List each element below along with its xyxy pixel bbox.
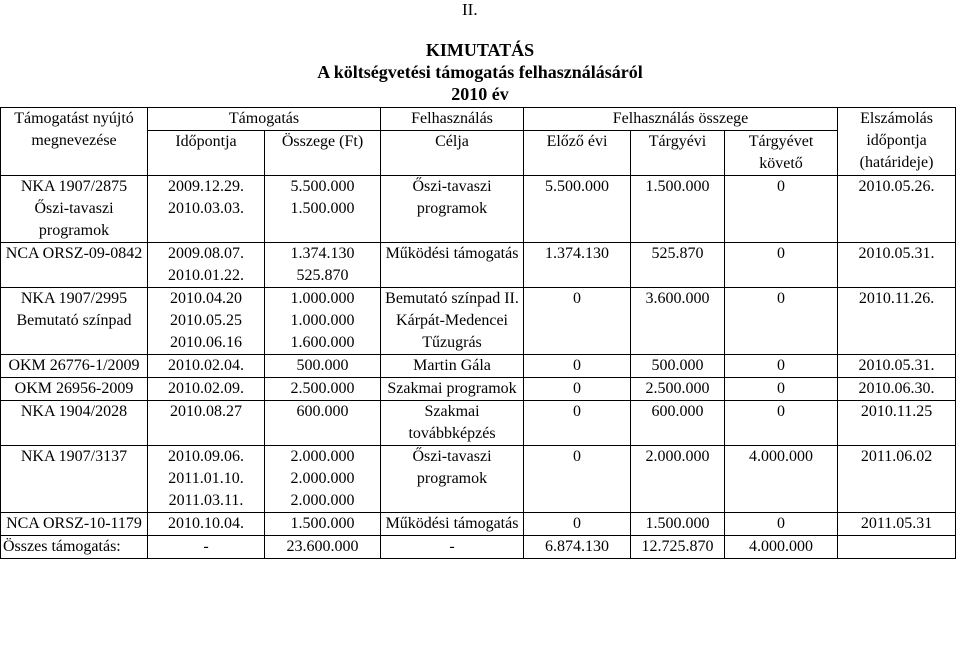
prev-year-cell: 0 [524,446,631,513]
settlement-cell: 2010.11.26. [838,288,956,355]
totals-amount: 23.600.000 [265,536,381,559]
totals-prev-year: 6.874.130 [524,536,631,559]
table-row [1,446,956,513]
prev-year-cell: 0 [524,513,631,536]
document-subtitle: A költségvetési támogatás felhasználásáról [317,62,643,82]
purpose-cell: Működési támogatás [381,513,524,536]
provider-cell: NCA ORSZ-09-0842 [1,243,148,288]
prev-year-cell: 0 [524,288,631,355]
settlement-cell: 2010.05.31. [838,355,956,378]
header-use: Felhasználás [381,108,524,131]
date-cell: 2010.10.04. [148,513,265,536]
amount-cell: 2.500.000 [265,378,381,401]
date-cell: 2009.08.07. 2010.01.22. [148,243,265,288]
page-marker: II. [462,0,478,19]
totals-purpose: - [381,536,524,559]
date-cell: 2009.12.29. 2010.03.03. [148,176,265,243]
provider-cell: NKA 1907/2875 Őszi-tavaszi programok [1,176,148,243]
table-row [1,243,956,288]
header-prev-year: Előző évi [524,131,631,176]
prev-year-cell: 1.374.130 [524,243,631,288]
header-provider: Támogatást nyújtó megnevezése [1,108,148,176]
document-title: KIMUTATÁS [425,40,535,60]
table-row [1,513,956,536]
header-grant: Támogatás [148,108,381,131]
prev-year-cell: 5.500.000 [524,176,631,243]
header-use-total: Felhasználás összege [524,108,838,131]
current-year-cell: 525.870 [631,243,725,288]
amount-cell: 2.000.000 2.000.000 2.000.000 [265,446,381,513]
next-year-cell: 0 [725,243,838,288]
next-year-cell: 0 [725,176,838,243]
amount-cell: 5.500.000 1.500.000 [265,176,381,243]
header-current-year: Tárgyévi [631,131,725,176]
table-row [1,355,956,378]
purpose-cell: Működési támogatás [381,243,524,288]
current-year-cell: 1.500.000 [631,176,725,243]
provider-cell: NCA ORSZ-10-1179 [1,513,148,536]
table-row [1,288,956,355]
prev-year-cell: 0 [524,378,631,401]
next-year-cell: 0 [725,513,838,536]
current-year-cell: 600.000 [631,401,725,446]
header-next-year: Tárgyévet követő [725,131,838,176]
next-year-cell: 0 [725,378,838,401]
purpose-cell: Őszi-tavaszi programok [381,446,524,513]
header-settlement: Elszámolás időpontja (határideje) [838,108,956,176]
purpose-cell: Őszi-tavaszi programok [381,176,524,243]
date-cell: 2010.02.09. [148,378,265,401]
grant-usage-table [0,107,956,559]
settlement-cell: 2010.11.25 [838,401,956,446]
prev-year-cell: 0 [524,401,631,446]
purpose-cell: Szakmai továbbképzés [381,401,524,446]
date-cell: 2010.04.20 2010.05.25 2010.06.16 [148,288,265,355]
provider-cell: NKA 1907/2995 Bemutató színpad [1,288,148,355]
document-year: 2010 év [451,84,509,104]
table-row [1,176,956,243]
date-cell: 2010.08.27 [148,401,265,446]
totals-current-year: 12.725.870 [631,536,725,559]
table-row [1,378,956,401]
provider-cell: NKA 1904/2028 [1,401,148,446]
totals-settlement [838,536,956,559]
amount-cell: 500.000 [265,355,381,378]
totals-next-year: 4.000.000 [725,536,838,559]
amount-cell: 1.374.130 525.870 [265,243,381,288]
totals-row [1,536,956,559]
header-grant-date: Időpontja [148,131,265,176]
amount-cell: 1.500.000 [265,513,381,536]
next-year-cell: 0 [725,401,838,446]
date-cell: 2010.02.04. [148,355,265,378]
current-year-cell: 2.500.000 [631,378,725,401]
settlement-cell: 2010.06.30. [838,378,956,401]
purpose-cell: Martin Gála [381,355,524,378]
date-cell: 2010.09.06. 2011.01.10. 2011.03.11. [148,446,265,513]
settlement-cell: 2011.05.31 [838,513,956,536]
current-year-cell: 2.000.000 [631,446,725,513]
amount-cell: 600.000 [265,401,381,446]
table-row [1,401,956,446]
next-year-cell: 0 [725,355,838,378]
header-grant-amount: Összege (Ft) [265,131,381,176]
next-year-cell: 4.000.000 [725,446,838,513]
provider-cell: OKM 26956-2009 [1,378,148,401]
settlement-cell: 2011.06.02 [838,446,956,513]
settlement-cell: 2010.05.26. [838,176,956,243]
prev-year-cell: 0 [524,355,631,378]
next-year-cell: 0 [725,288,838,355]
provider-cell: OKM 26776-1/2009 [1,355,148,378]
purpose-cell: Bemutató színpad II. Kárpát-Medencei Tűzugrás [381,288,524,355]
header-use-purpose: Célja [381,131,524,176]
settlement-cell: 2010.05.31. [838,243,956,288]
current-year-cell: 500.000 [631,355,725,378]
totals-label: Összes támogatás: [1,536,148,559]
current-year-cell: 1.500.000 [631,513,725,536]
provider-cell: NKA 1907/3137 [1,446,148,513]
totals-date: - [148,536,265,559]
amount-cell: 1.000.000 1.000.000 1.600.000 [265,288,381,355]
current-year-cell: 3.600.000 [631,288,725,355]
purpose-cell: Szakmai programok [381,378,524,401]
